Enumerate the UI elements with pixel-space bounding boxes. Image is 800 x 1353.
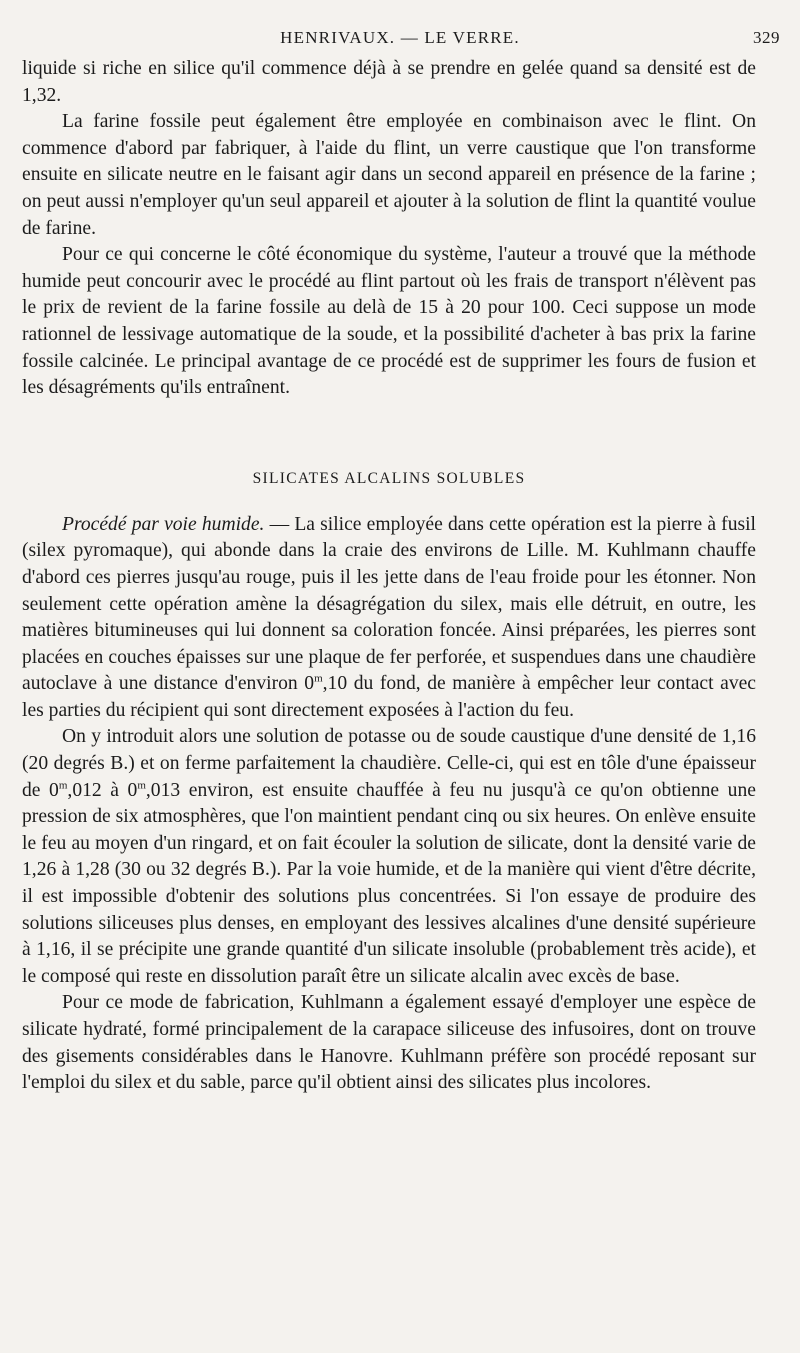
paragraph-voie-humide bbox=[22, 512, 756, 725]
paragraph-continuation: liquide si riche en silice qu'il commence déjà à se prendre en gelée quand sa densité est de 1,32. bbox=[22, 58, 756, 106]
paragraph-text: ,012 à 0 bbox=[67, 779, 138, 801]
running-title: HENRIVAUX. — LE VERRE. bbox=[280, 28, 520, 47]
italic-lead: Procédé par voie humide. bbox=[62, 513, 265, 535]
section-heading: SILICATES ALCALINS SOLUBLES bbox=[252, 469, 526, 487]
paragraph-kuhlmann: Pour ce mode de fabrication, Kuhlmann a également essayé d'employer une espèce de silicate hydraté, formé principalement de la carapace siliceuse des infusoires, dont on trouve des gisements considérables dans le Hanovre. Kuhlmann préfère son procédé reposant sur l'emploi du silex et du sable, parce qu'il obtient ainsi des silicates plus incolores. bbox=[22, 992, 756, 1094]
paragraph-text: On y introduit alors une solution de potasse ou de soude caustique d'une densité de 1,16 (20 degrés B.) et on ferme parfaitement la chaudière. Celle-ci, qui est en tôle d'une épaisseur de 0 bbox=[22, 726, 756, 801]
paragraph-text: ,10 du fond, de manière à empêcher leur contact avec les parties du récipient qui sont directement exposées à l'action du feu. bbox=[22, 673, 757, 721]
paragraph-economique: Pour ce qui concerne le côté économique du système, l'auteur a trouvé que la méthode humide peut concourir avec le procédé au flint partout où les frais de transport n'élèvent pas le prix de revient de la farine fossile au delà de 15 à 20 pour 100. Ceci suppose un mode rationnel de lessivage automatique de la soude, et la possibilité d'acheter à bas prix la farine fossile calcinée. Le principal avantage de ce procédé est de supprimer les fours de fusion et les désagréments qu'ils entraînent. bbox=[22, 244, 756, 399]
paragraph-solution-potasse bbox=[22, 724, 756, 990]
paragraph-text: ,013 environ, est ensuite chauffée à feu nu jusqu'à ce qu'on obtienne une pression de six atmosphères, que l'on maintient pendant cinq ou six heures. On enlève ensuite le feu au moyen d'un ringard, et on fait écouler la solution de silicate, dont la densité varie de 1,26 à 1,28 (30 ou 32 degrés B.). Par la voie humide, et de la manière qui vient d'être décrite, il est impossible d'obtenir des solutions plus concentrées. Si l'on essaye de produire des solutions siliceuses plus denses, en employant des lessives alcalines d'une densité supérieure à 1,16, il se précipite une grande quantité d'un silicate insoluble (probablement très acide), et le composé qui reste en dissolution paraît être un silicate alcalin avec excès de base. bbox=[22, 779, 756, 987]
unit-superscript: m bbox=[137, 779, 146, 792]
running-head bbox=[0, 26, 800, 50]
unit-superscript: m bbox=[58, 779, 68, 792]
paragraph-text: — La silice employée dans cette opération est la pierre à fusil (silex pyromaque), qui abonde dans la craie des environs de Lille. M. Kuhlmann chauffe d'abord ces pierres jusqu'au rouge, puis il les jette dans de l'eau froide pour les étonner. Non seulement cette opération amène la désagrégation du silex, mais elle détruit, en outre, les matières bitumineuses qui lui donnent sa coloration foncée. Ainsi préparées, les pierres sont placées en couches épaisses sur une plaque de fer perforée, et suspendues dans une chaudière autoclave à une distance d'environ 0 bbox=[22, 513, 756, 695]
unit-superscript: m bbox=[314, 672, 323, 685]
body-text bbox=[22, 56, 756, 1097]
page-number: 329 bbox=[753, 28, 780, 47]
paragraph-farine-fossile: La farine fossile peut également être employée en combinaison avec le flint. On commence d'abord par fabriquer, à l'aide du flint, un verre caustique que l'on transforme ensuite en silicate neutre en le faisant agir dans un second appareil en présence de la farine ; on peut aussi n'employer qu'un seul appareil et ajouter à la solution de flint la quantité voulue de farine. bbox=[22, 111, 756, 239]
